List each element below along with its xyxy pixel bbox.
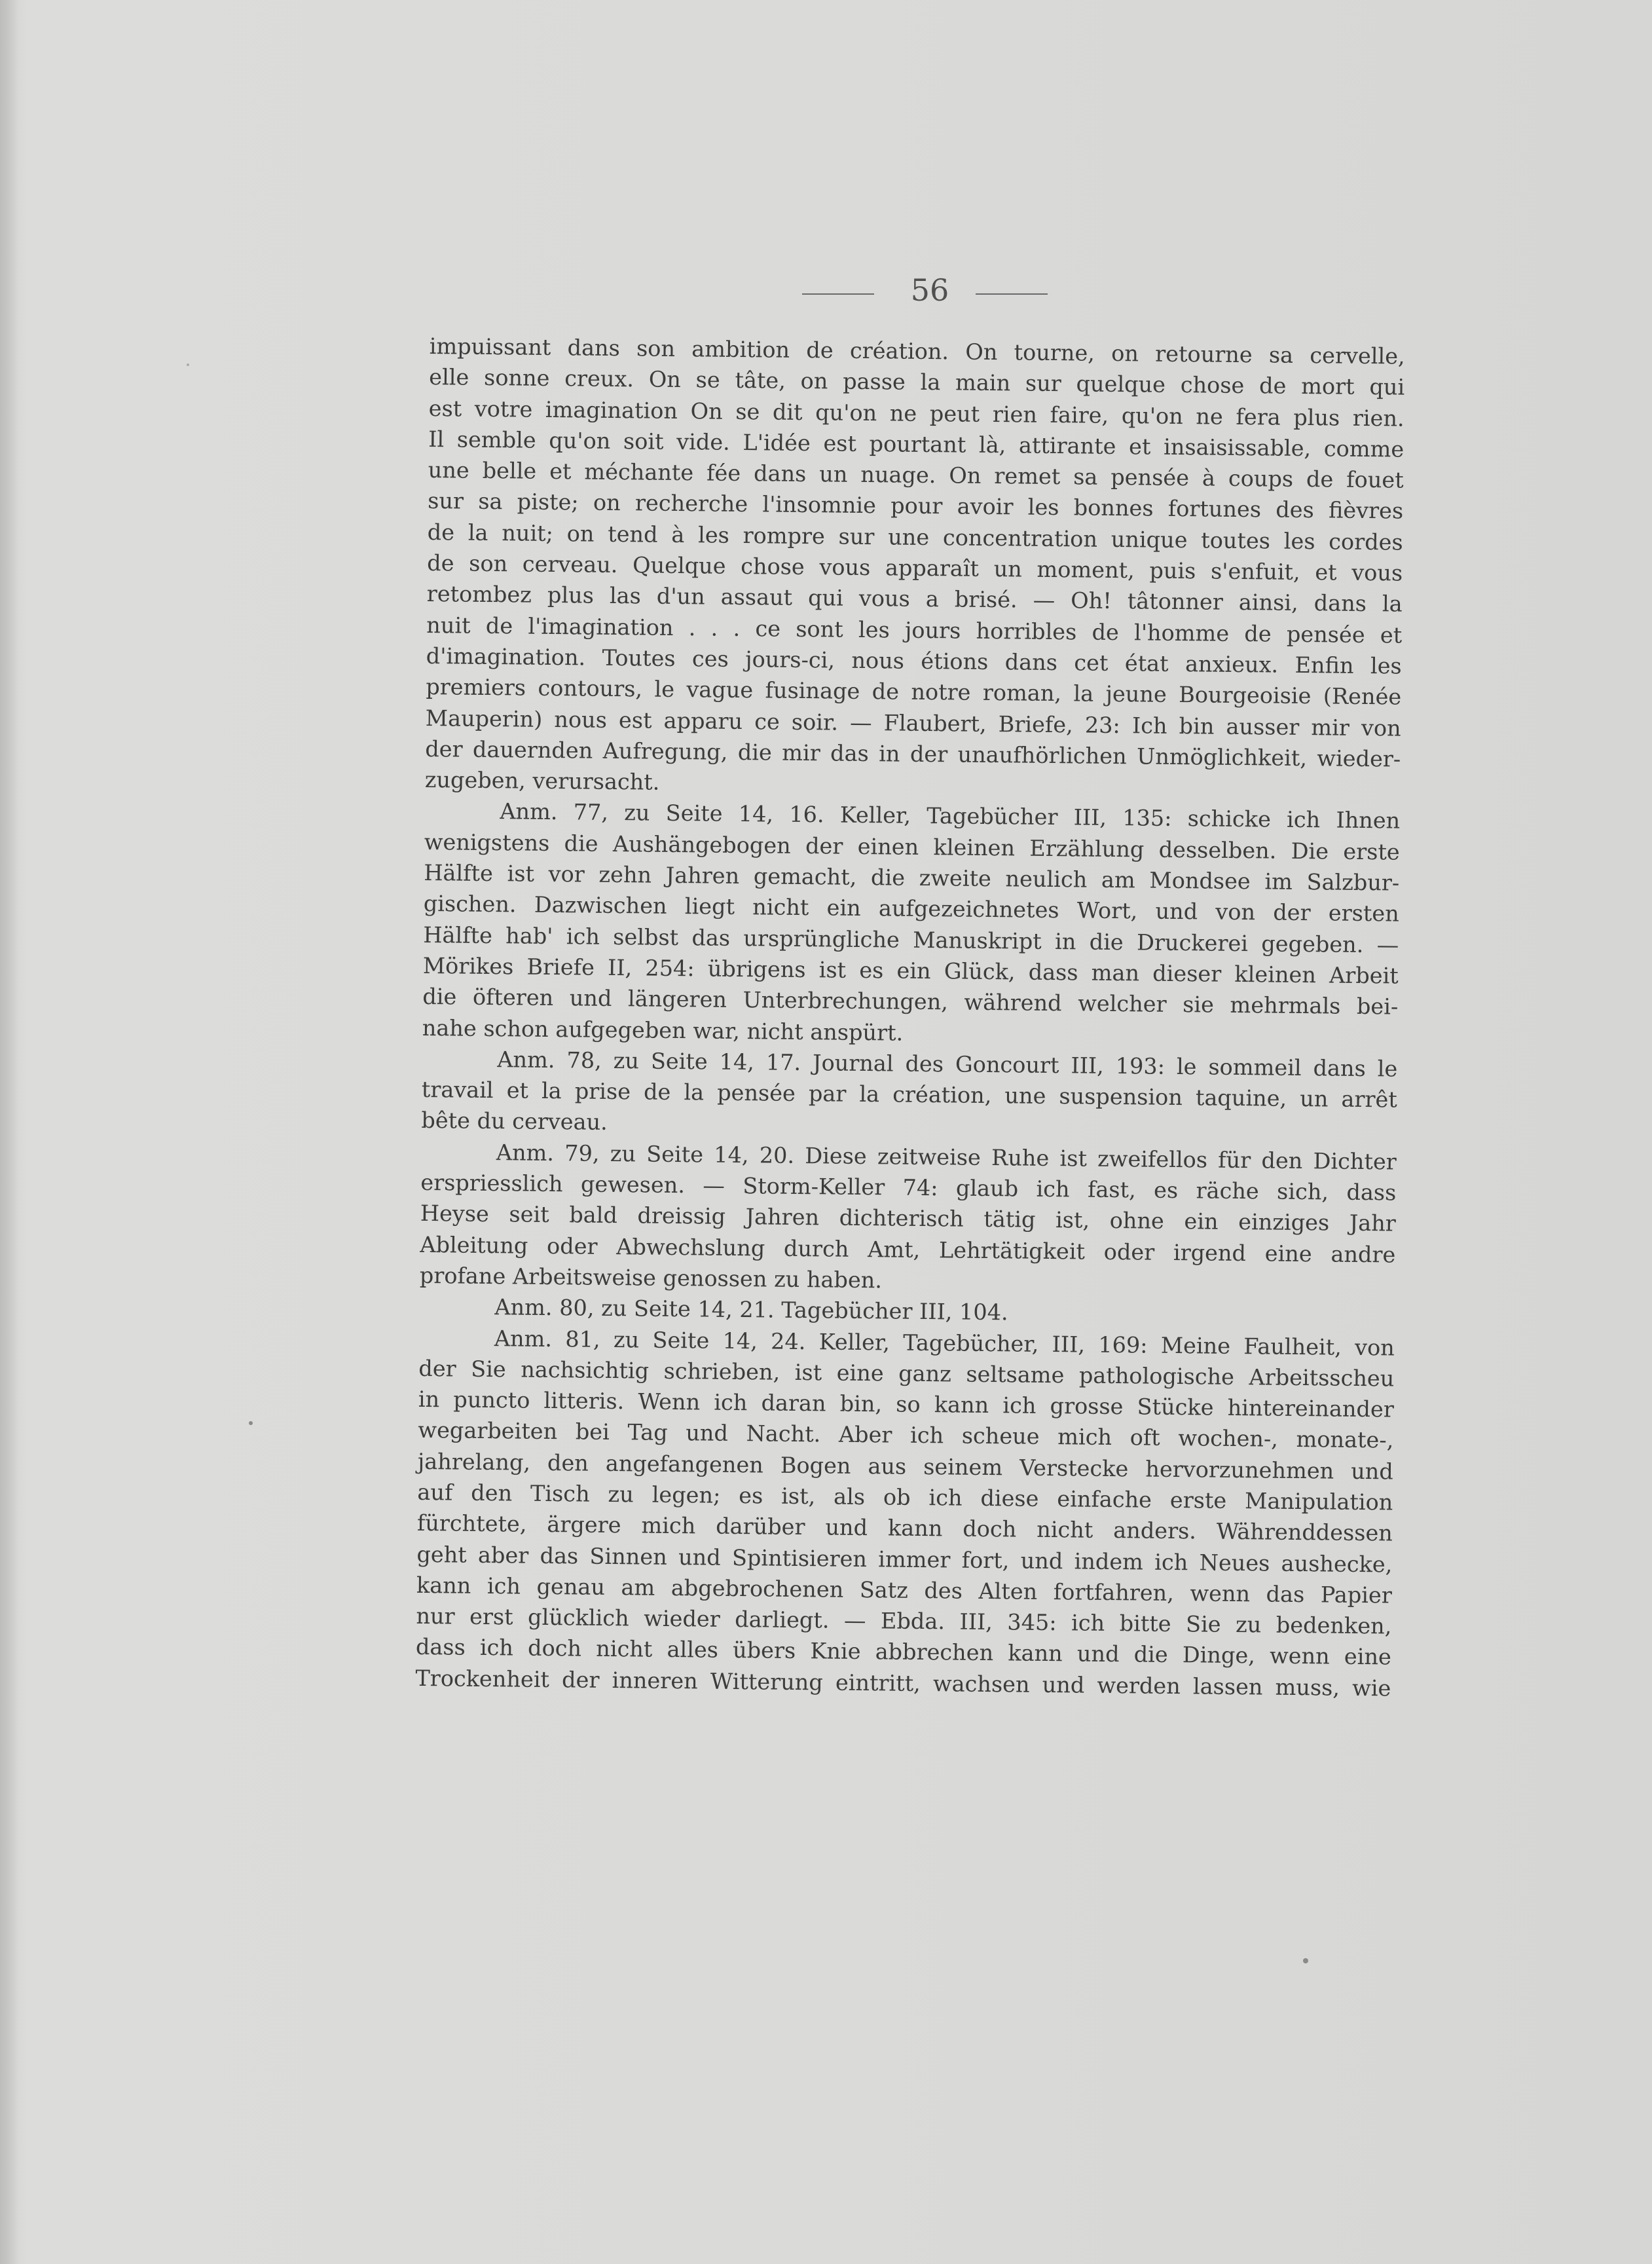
text-line: auf den Tisch zu legen; es ist, als ob ich diese einfache erste Manipulation [417, 1479, 1393, 1515]
text-line: d'imagination. Toutes ces jours-ci, nous étions dans cet état anxieux. Enfin les [426, 642, 1402, 679]
body-text [415, 331, 1405, 1704]
note-heading-line: Anm. 80, zu Seite 14, 21. Tagebücher III, 104. [494, 1294, 1008, 1326]
page-number: 56 [910, 272, 949, 308]
text-line: bête du cerveau. [421, 1107, 608, 1136]
text-line: der dauernden Aufregung, die mir das in der unaufhörlichen Unmöglichkeit, wieder- [425, 735, 1401, 772]
text-line: nahe schon aufgegeben war, nicht anspürt. [422, 1014, 904, 1046]
note-heading-line: Anm. 78, zu Seite 14, 17. Journal des Goncourt III, 193: le sommeil dans le [497, 1046, 1398, 1082]
text-line: wenigstens die Aushängebogen der einen kleinen Erzählung desselben. Die erste [424, 828, 1400, 865]
text-line: de son cerveau. Quelque chose vous apparaît un moment, puis s'enfuit, et vous [427, 550, 1403, 586]
text-line: Mauperin) nous est apparu ce soir. — Flaubert, Briefe, 23: Ich bin ausser mir von [425, 705, 1401, 741]
text-line: dass ich doch nicht alles übers Knie abbrechen kann und die Dinge, wenn eine [415, 1634, 1392, 1670]
text-line: geht aber das Sinnen und Spintisieren immer fort, und indem ich Neues aushecke, [416, 1541, 1393, 1578]
text-line: kann ich genau am abgebrochenen Satz des Alten fortfahren, wenn das Papier [416, 1572, 1393, 1608]
text-line: travail et la prise de la pensée par la création, une suspension taquine, un arrêt [421, 1077, 1397, 1113]
text-line: de la nuit; on tend à les rompre sur une concentration unique toutes les cordes [427, 519, 1403, 555]
note-heading-line: Anm. 77, zu Seite 14, 16. Keller, Tagebücher III, 135: schicke ich Ihnen [500, 798, 1401, 834]
text-line: in puncto litteris. Wenn ich daran bin, so kann ich grosse Stücke hintereinander [418, 1386, 1395, 1422]
note-heading-line: Anm. 81, zu Seite 14, 24. Keller, Tagebücher, III, 169: Meine Faulheit, von [494, 1325, 1395, 1361]
text-line: une belle et méchante fée dans un nuage. On remet sa pensée à coups de fouet [428, 457, 1404, 493]
header-rule-right [976, 293, 1048, 295]
text-line: zugeben, verursacht. [424, 767, 660, 795]
text-line: premiers contours, le vague fusinage de notre roman, la jeune Bourgeoisie (Renée [426, 674, 1402, 710]
page-header [802, 267, 1048, 313]
text-line: sur sa piste; on recherche l'insomnie pour avoir les bonnes fortunes des fièvres [428, 488, 1404, 525]
page-edge-shadow [0, 0, 18, 2264]
text-line: jahrelang, den angefangenen Bogen aus seinem Verstecke hervorzunehmen und [417, 1448, 1394, 1485]
text-line: der Sie nachsichtig schrieben, ist eine ganz seltsame pathologische Arbeitsscheu [418, 1355, 1395, 1392]
text-line: gischen. Dazwischen liegt nicht ein aufgezeichnetes Wort, und von der ersten [423, 891, 1399, 927]
text-line: die öfteren und längeren Unterbrechungen, während welcher sie mehrmals bei- [422, 984, 1399, 1020]
text-line: nur erst glücklich wieder darliegt. — Ebda. III, 345: ich bitte Sie zu bedenken, [416, 1603, 1392, 1639]
text-line: Trockenheit der inneren Witterung eintritt, wachsen und werden lassen muss, wie [415, 1665, 1391, 1701]
text-line: erspriesslich gewesen. — Storm-Keller 74: glaub ich fast, es räche sich, dass [420, 1169, 1397, 1206]
paper-speck [1303, 1958, 1308, 1963]
text-line: impuissant dans son ambition de création. On tourne, on retourne sa cervelle, [429, 333, 1405, 369]
text-line: elle sonne creux. On se tâte, on passe la main sur quelque chose de mort qui [429, 364, 1405, 400]
text-line: est votre imagination On se dit qu'on ne peut rien faire, qu'on ne fera plus rien. [428, 395, 1404, 432]
text-line: Ableitung oder Abwechslung durch Amt, Lehrtätigkeit oder irgend eine andre [420, 1231, 1396, 1268]
paper-speck [249, 1421, 253, 1425]
text-line: Hälfte ist vor zehn Jahren gemacht, die zweite neulich am Mondsee im Salzbur- [424, 860, 1400, 896]
text-line: Hälfte hab' ich selbst das ursprüngliche Manuskript in die Druckerei gegeben. — [423, 921, 1399, 958]
text-line: Mörikes Briefe II, 254: übrigens ist es ein Glück, dass man dieser kleinen Arbeit [422, 952, 1399, 989]
text-line: retombez plus las d'un assaut qui vous a brisé. — Oh! tâtonner ainsi, dans la [426, 581, 1403, 617]
paper-speck [187, 363, 189, 366]
text-line: nuit de l'imagination . . . ce sont les jours horribles de l'homme de pensée et [426, 612, 1403, 648]
text-line: profane Arbeitsweise genossen zu haben. [419, 1262, 883, 1293]
text-line: wegarbeiten bei Tag und Nacht. Aber ich scheue mich oft wochen-, monate-, [418, 1417, 1394, 1453]
note-heading-line: Anm. 79, zu Seite 14, 20. Diese zeitweise Ruhe ist zweifellos für den Dichter [496, 1139, 1397, 1175]
text-line: Il semble qu'on soit vide. L'idée est pourtant là, attirante et insaisissable, comme [428, 426, 1404, 462]
text-line: Heyse seit bald dreissig Jahren dichterisch tätig ist, ohne ein einziges Jahr [420, 1200, 1397, 1236]
header-rule-left [802, 293, 874, 295]
text-line: fürchtete, ärgere mich darüber und kann doch nicht anders. Währenddessen [416, 1510, 1393, 1546]
